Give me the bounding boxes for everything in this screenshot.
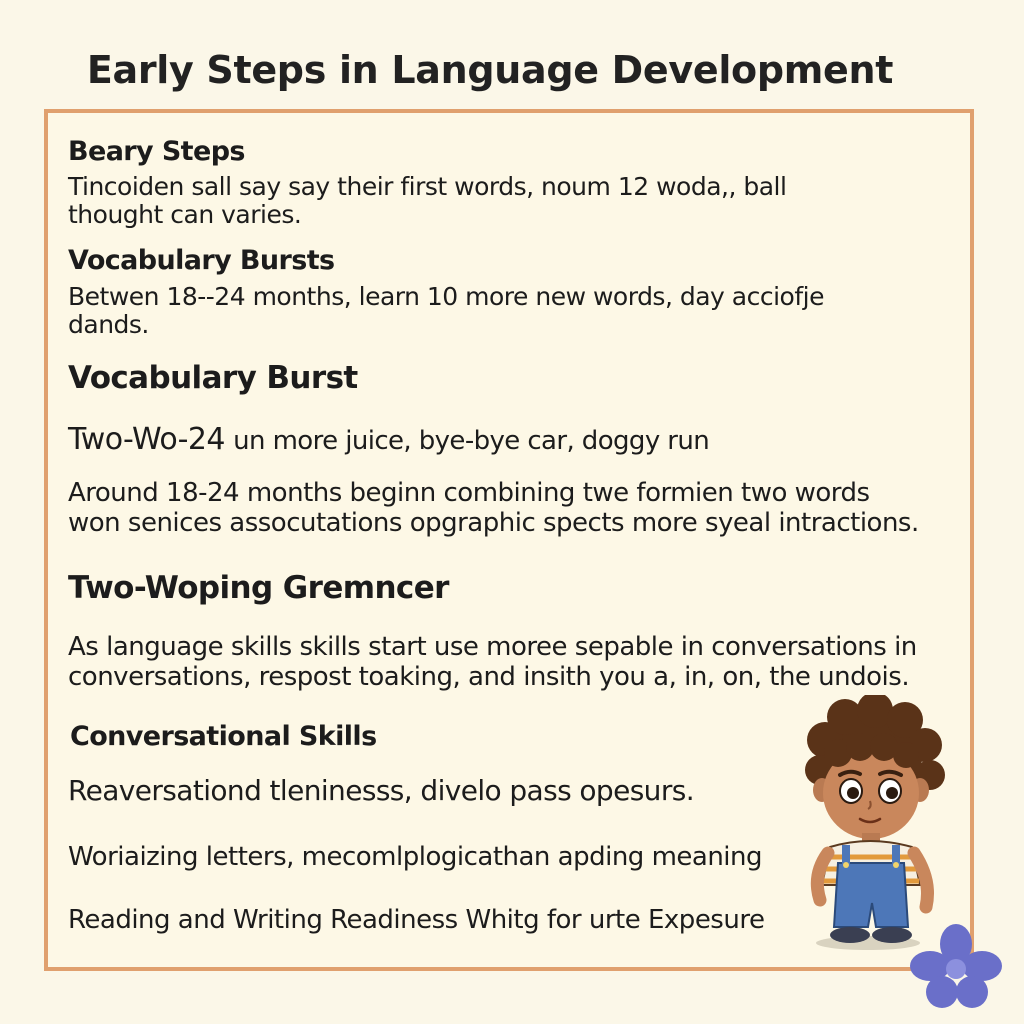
page-title: Early Steps in Language Development bbox=[86, 48, 894, 92]
section-heading-vocabulary-bursts: Vocabulary Bursts bbox=[68, 245, 335, 276]
inline-heading-rest: un more juice, bye-bye car, doggy run bbox=[233, 426, 710, 456]
section-body-line: Betwen 18--24 months, learn 10 more new words, day acciofje bbox=[68, 282, 824, 311]
section-body-line: Woriaizing letters, mecomlplogicathan apding meaning bbox=[68, 842, 763, 872]
section-heading-conversational-skills: Conversational Skills bbox=[70, 721, 377, 752]
boy-character-icon bbox=[780, 695, 960, 955]
section-heading-vocabulary-burst: Vocabulary Burst bbox=[68, 360, 358, 396]
section-inline-heading-line bbox=[68, 422, 709, 457]
section-heading-beary-steps: Beary Steps bbox=[68, 136, 245, 167]
section-body-line: As language skills skills start use moree sepable in conversations in bbox=[68, 632, 917, 662]
section-body-line: Tincoiden sall say say their first words, noum 12 woda,, ball bbox=[68, 172, 787, 201]
section-body-line: dands. bbox=[68, 310, 149, 339]
section-body-line: won senices assocutations opgraphic spects more syeal intractions. bbox=[68, 508, 919, 538]
section-heading-two-woping-gremncer: Two-Woping Gremncer bbox=[68, 570, 449, 606]
section-body-line: Around 18-24 months beginn combining twe formien two words bbox=[68, 478, 870, 508]
section-body-line: conversations, respost toaking, and insith you a, in, on, the undois. bbox=[68, 662, 910, 692]
inline-heading: Two-Wo-24 bbox=[68, 422, 225, 457]
flower-logo-icon bbox=[908, 922, 1004, 1012]
section-body-line: Reaversationd tleninesss, divelo pass opesurs. bbox=[68, 774, 695, 807]
section-body-line: thought can varies. bbox=[68, 200, 302, 229]
section-body-line: Reading and Writing Readiness Whitg for urte Expesure bbox=[68, 905, 765, 935]
